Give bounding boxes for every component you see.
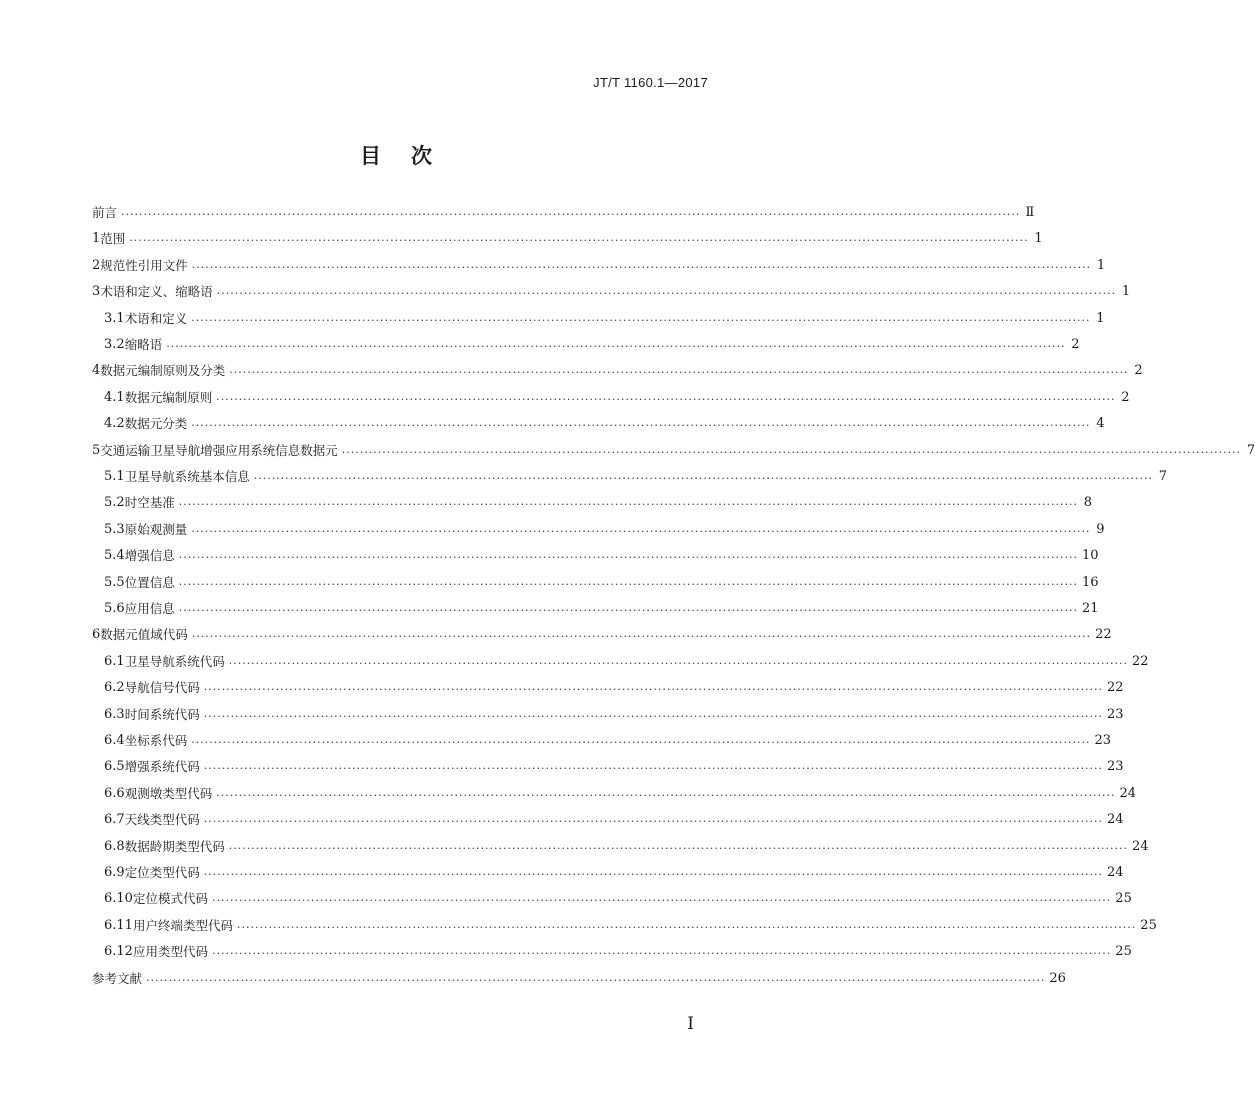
toc-entry[interactable]	[104, 838, 1149, 856]
toc-entry-page: 7	[1158, 469, 1168, 484]
toc-entry-page: 23	[1094, 733, 1112, 748]
toc-entry-label: 数据元编制原则	[124, 389, 213, 405]
toc-entry-label: 范围	[100, 231, 126, 247]
toc-dot-leader: ········································································································································································································	[203, 709, 1104, 723]
toc-entry[interactable]	[104, 811, 1124, 829]
toc-entry-page: 2	[1121, 389, 1130, 405]
toc-dot-leader: ········································································································································································································	[216, 392, 1116, 406]
toc-entry-page: 16	[1082, 574, 1099, 590]
toc-entry-number: 6.7	[104, 812, 125, 828]
toc-entry-number: 6.1	[104, 653, 125, 669]
toc-entry-label: 术语和定义	[124, 310, 188, 326]
toc-dot-leader: ········································································································································································································	[229, 366, 1129, 380]
toc-entry-page: 24	[1132, 838, 1149, 854]
toc-dot-leader: ········································································································································································································	[178, 577, 1079, 591]
toc-entry[interactable]	[92, 283, 1131, 301]
toc-entry-label: 参考文献	[92, 970, 143, 986]
toc-entry-label: 应用类型代码	[132, 944, 208, 960]
toc-entry-label: 增强信息	[124, 548, 175, 564]
toc-entry-page: Ⅱ	[1025, 205, 1035, 220]
toc-entry-number: 4.1	[104, 389, 125, 405]
toc-entry-label: 时空基准	[124, 495, 175, 511]
toc-entry[interactable]	[104, 547, 1099, 565]
toc-entry-number: 3	[92, 284, 101, 300]
toc-entry-number: 6.6	[104, 785, 125, 801]
toc-entry-label: 天线类型代码	[124, 812, 200, 828]
document-code: JT/T 1160.1—2017	[593, 75, 708, 90]
toc-entry-number: 5.1	[104, 469, 125, 484]
toc-entry[interactable]	[104, 864, 1124, 882]
toc-dot-leader: ········································································································································································································	[216, 287, 1117, 301]
toc-dot-leader: ········································································································································································································	[129, 234, 1029, 248]
toc-entry-page: 1	[1096, 310, 1105, 326]
toc-entry-number: 5.3	[104, 521, 125, 537]
toc-dot-leader: ········································································································································································································	[216, 788, 1116, 802]
toc-entry[interactable]	[92, 204, 1035, 222]
toc-entry-label: 原始观测量	[124, 521, 188, 537]
toc-entry-page: 1	[1096, 257, 1106, 273]
toc-entry[interactable]	[104, 917, 1157, 935]
toc-entry[interactable]	[104, 336, 1080, 354]
toc-entry-label: 数据元编制原则及分类	[100, 363, 226, 379]
toc-dot-leader: ········································································································································································································	[211, 894, 1112, 908]
toc-entry[interactable]	[92, 257, 1106, 275]
toc-entry[interactable]	[92, 442, 1255, 460]
toc-entry-number: 6.5	[104, 759, 125, 775]
toc-entry-label: 数据元分类	[124, 416, 188, 432]
toc-entry-label: 应用信息	[124, 601, 175, 616]
toc-entry-label: 导航信号代码	[124, 680, 200, 696]
toc-entry-label: 前言	[92, 205, 118, 220]
toc-dot-leader: ········································································································································································································	[121, 208, 1021, 221]
toc-entry-label: 卫星导航系统基本信息	[124, 469, 250, 484]
toc-entry[interactable]	[104, 732, 1112, 750]
toc-entry[interactable]	[92, 230, 1043, 248]
toc-entry-label: 用户终端类型代码	[132, 917, 233, 933]
toc-entry-number: 5	[92, 442, 101, 458]
toc-dot-leader: ········································································································································································································	[146, 973, 1046, 987]
toc-entry-number: 6.11	[104, 917, 133, 933]
toc-dot-leader: ········································································································································································································	[191, 260, 1092, 274]
toc-entry[interactable]	[104, 679, 1124, 697]
toc-entry-number: 6.10	[104, 891, 133, 907]
toc-entry-number: 6.9	[104, 865, 125, 880]
toc-entry-number: 5.5	[104, 574, 125, 590]
toc-entry-page: 26	[1049, 970, 1066, 986]
toc-dot-leader: ········································································································································································································	[203, 815, 1104, 829]
toc-entry[interactable]	[92, 626, 1112, 644]
toc-entry-label: 时间系统代码	[124, 706, 200, 722]
toc-entry-page: 22	[1107, 680, 1124, 696]
toc-entry-page: 25	[1140, 917, 1157, 933]
toc-dot-leader: ········································································································································································································	[203, 683, 1104, 697]
toc-dot-leader: ········································································································································································································	[191, 630, 1092, 644]
toc-entry-label: 规范性引用文件	[100, 257, 188, 273]
page-title: 目次	[360, 144, 462, 168]
toc-entry[interactable]	[104, 600, 1099, 618]
toc-entry-page: 22	[1132, 653, 1149, 669]
toc-entry-page: 23	[1107, 759, 1124, 775]
toc-dot-leader: ········································································································································································································	[178, 498, 1079, 512]
toc-entry-page: 10	[1082, 548, 1099, 564]
toc-entry-page: 24	[1119, 785, 1137, 801]
toc-entry[interactable]	[104, 785, 1137, 803]
toc-entry-label: 数据龄期类型代码	[124, 838, 225, 854]
toc-entry[interactable]	[104, 468, 1168, 486]
toc-entry[interactable]	[104, 943, 1132, 961]
toc-entry-number: 6.3	[104, 706, 125, 722]
toc-dot-leader: ········································································································································································································	[203, 762, 1104, 776]
toc-entry[interactable]	[104, 758, 1124, 776]
toc-entry-number: 6.2	[104, 680, 125, 696]
toc-entry[interactable]	[104, 389, 1130, 407]
toc-entry-label: 位置信息	[124, 574, 175, 590]
toc-dot-leader: ········································································································································································································	[191, 524, 1091, 538]
toc-entry[interactable]	[104, 310, 1105, 328]
toc-entry-page: 21	[1082, 601, 1099, 616]
toc-entry-label: 坐标系代码	[124, 733, 188, 748]
toc-entry-number: 6.8	[104, 838, 125, 854]
toc-dot-leader: ········································································································································································································	[191, 419, 1091, 433]
toc-entry[interactable]	[104, 415, 1105, 433]
toc-entry-number: 4	[92, 363, 101, 379]
toc-entry-number: 2	[92, 257, 101, 273]
toc-dot-leader: ········································································································································································································	[178, 551, 1079, 565]
toc-dot-leader: ········································································································································································································	[236, 920, 1137, 934]
toc-entry-label: 术语和定义、缩略语	[100, 284, 213, 300]
toc-dot-leader: ········································································································································································································	[166, 340, 1066, 353]
toc-entry[interactable]	[104, 890, 1132, 908]
toc-dot-leader: ········································································································································································································	[228, 841, 1129, 855]
toc-entry-number: 6.12	[104, 944, 133, 960]
toc-entry-page: 1	[1034, 231, 1043, 247]
toc-entry-label: 增强系统代码	[124, 759, 200, 775]
toc-entry-label: 卫星导航系统代码	[124, 653, 225, 669]
toc-entry[interactable]	[104, 574, 1099, 592]
toc-entry-number: 5.2	[104, 495, 125, 511]
toc-entry[interactable]	[104, 521, 1105, 539]
toc-dot-leader: ········································································································································································································	[203, 868, 1104, 881]
toc-entry-page: 1	[1121, 284, 1131, 300]
toc-entry-page: 8	[1083, 495, 1093, 511]
toc-entry-page: 4	[1096, 416, 1105, 432]
toc-entry-label: 数据元值域代码	[100, 627, 188, 643]
toc-entry-page: 25	[1115, 944, 1132, 960]
toc-dot-leader: ········································································································································································································	[178, 604, 1079, 617]
toc-entry-page: 2	[1071, 337, 1080, 352]
toc-entry-label: 定位类型代码	[124, 865, 200, 880]
toc-entry-page: 22	[1095, 627, 1112, 643]
toc-dot-leader: ········································································································································································································	[211, 947, 1112, 961]
toc-entry[interactable]	[104, 706, 1124, 724]
toc-entry-label: 定位模式代码	[132, 891, 208, 907]
toc-entry-page: 9	[1096, 521, 1105, 537]
toc-entry-number: 3.1	[104, 310, 125, 326]
toc-entry-number: 6	[92, 627, 101, 643]
toc-entry-number: 5.4	[104, 548, 125, 564]
toc-entry-number: 1	[92, 231, 101, 247]
toc-dot-leader: ········································································································································································································	[191, 736, 1091, 749]
toc-entry-number: 5.6	[104, 601, 125, 616]
toc-entry-page: 24	[1107, 865, 1124, 880]
page-number: I	[687, 1014, 694, 1034]
toc-entry-label: 观测墩类型代码	[124, 785, 213, 801]
toc-entry[interactable]	[92, 362, 1143, 380]
toc-dot-leader: ········································································································································································································	[253, 472, 1154, 485]
toc-entry[interactable]	[104, 494, 1093, 512]
toc-dot-leader: ········································································································································································································	[341, 445, 1242, 459]
toc-entry[interactable]	[104, 653, 1149, 671]
toc-entry-number: 4.2	[104, 416, 125, 432]
toc-entry-page: 2	[1134, 363, 1143, 379]
toc-dot-leader: ········································································································································································································	[228, 656, 1129, 670]
toc-entry-number: 3.2	[104, 337, 125, 352]
toc-entry-number: 6.4	[104, 733, 125, 748]
toc-entry-page: 23	[1107, 706, 1124, 722]
toc-dot-leader: ········································································································································································································	[191, 313, 1091, 327]
toc-entry-label: 交通运输卫星导航增强应用系统信息数据元	[100, 442, 338, 458]
toc-entry-page: 25	[1115, 891, 1132, 907]
toc-entry-label: 缩略语	[124, 337, 163, 352]
toc-entry-page: 24	[1107, 812, 1124, 828]
toc-entry[interactable]	[92, 970, 1066, 988]
toc-entry-page: 7	[1246, 442, 1255, 458]
